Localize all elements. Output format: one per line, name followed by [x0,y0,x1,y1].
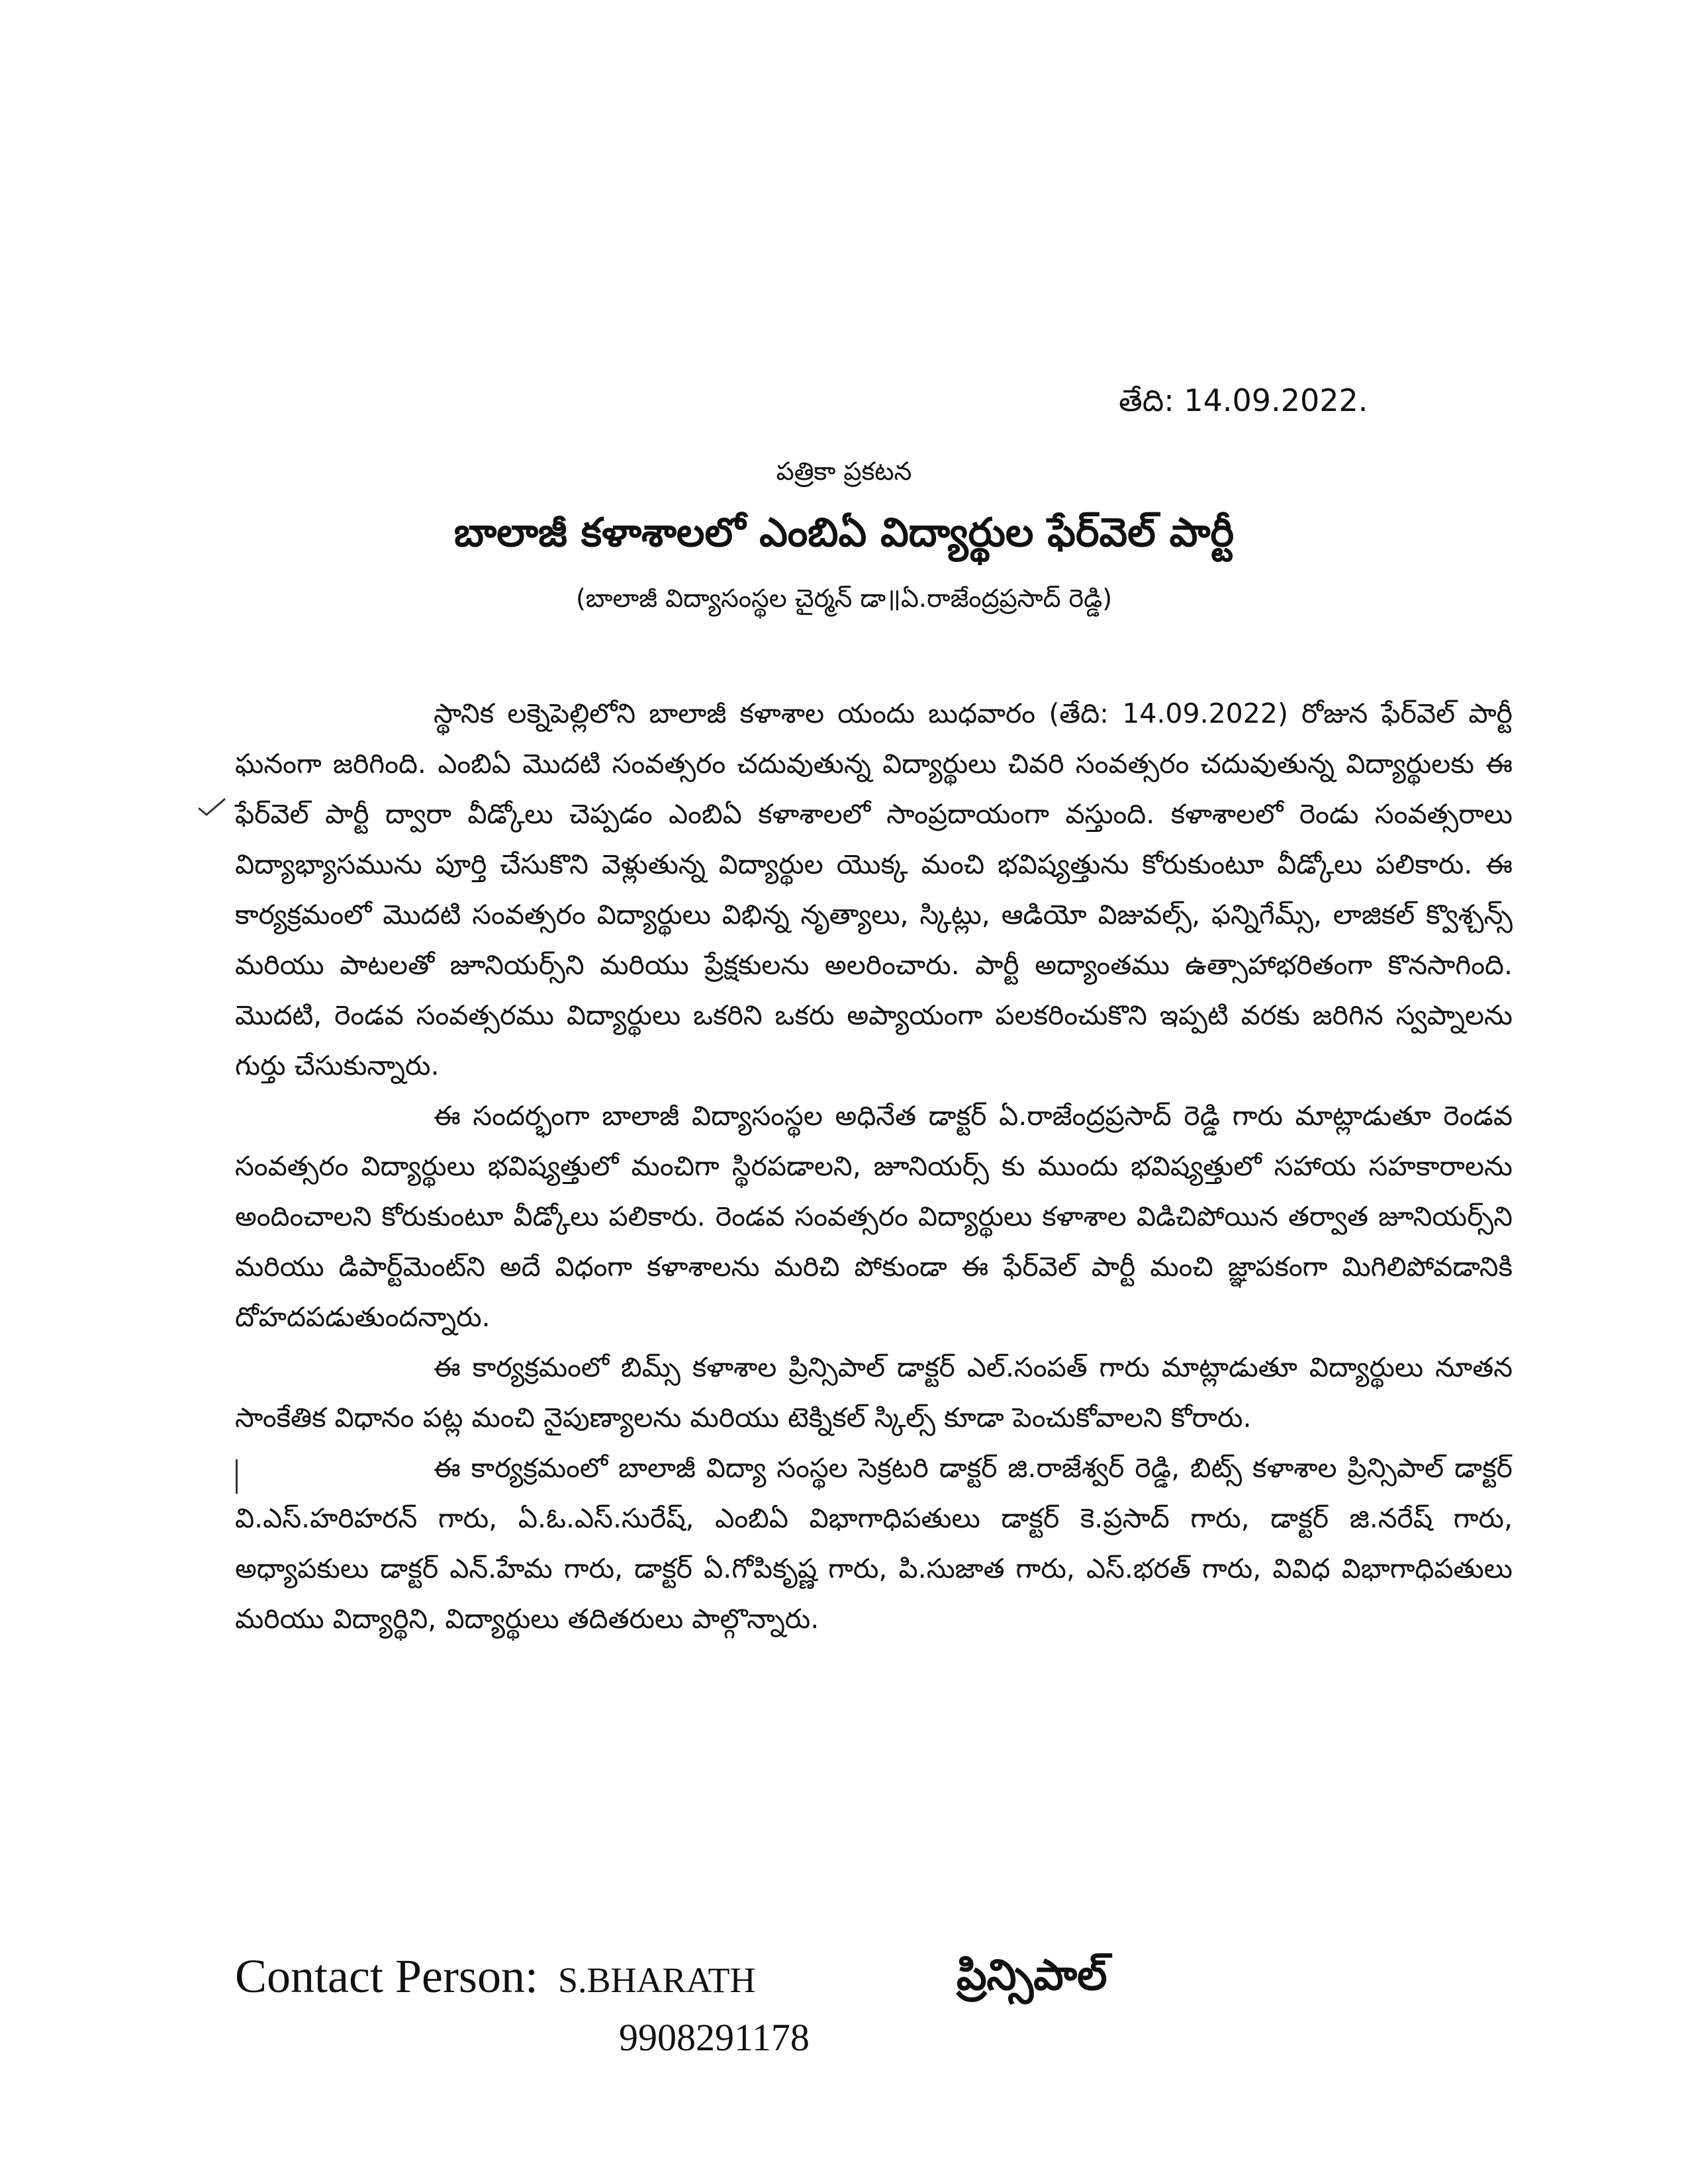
document-kind: పత్రికా ప్రకటన [776,457,912,486]
signature-principal: ప్రిన్సిపాల్ [957,1951,1107,2000]
headline: బాలాజీ కళాశాలలో ఎంబిఏ విద్యార్థుల ఫేర్‌వెల్ పార్టీ [453,510,1235,556]
subheadline: (బాలాజీ విద్యాసంస్థల చైర్మన్ డా॥ఏ.రాజేంద్రప్రసాద్ రెడ్డి) [575,584,1113,613]
paragraph-attendees: ఈ కార్యక్రమంలో బాలాజీ విద్యా సంస్థల సెక్రటరి డాక్టర్ జి.రాజేశ్వర్ రెడ్డి, బిట్స్ కళాశాల ప్రిన్సిపాల్ డాక్టర్ వి.ఎస్.హరిహరన్ గారు, ఏ.ఓ.ఎస్.సురేష్, ఎంబిఏ విభాగాధిపతులు డాక్టర్ కె.ప్రసాద్ గారు, డాక్టర్ జి.నరేష్ గారు, అధ్యాపకులు డాక్టర్ ఎన్.హేమ గారు, డాక్టర్ ఏ.గోపికృష్ణ గారు, పి.సుజాత గారు, ఎస్.భరత్ గారు, వివిధ విభాగాధిపతులు మరియు విద్యార్థిని, విద్యార్థులు తదితరులు పాల్గొన్నారు. [235,1452,1513,1635]
margin-check-mark [197,797,226,817]
contact-name: S.BHARATH [557,1960,756,2000]
contact-phone: 9908291178 [619,2016,810,2059]
contact-label: Contact Person: [235,1950,538,2003]
body-text [235,688,1513,1644]
paragraph-chairman: ఈ సందర్భంగా బాలాజీ విద్యాసంస్థల అధినేత డాక్టర్ ఏ.రాజేంద్రప్రసాద్ రెడ్డి గారు మాట్లాడుతూ రెండవ సంవత్సరం విద్యార్థులు భవిష్యత్తులో మంచిగా స్థిరపడాలని, జూనియర్స్ కు ముందు భవిష్యత్తులో సహాయ సహకారాలను అందించాలని కోరుకుంటూ వీడ్కోలు పలికారు. రెండవ సంవత్సరం విద్యార్థులు కళాశాల విడిచిపోయిన తర్వాత జూనియర్స్‌ని మరియు డిపార్ట్‌మెంట్‌ని అదే విధంగా కళాశాలను మరిచి పోకుండా ఈ ఫేర్‌వెల్ పార్టీ మంచి జ్ఞాపకంగా మిగిలిపోవడానికి దోహదపడుతుందన్నారు. [235,1100,1513,1333]
contact-person [235,1949,756,2004]
paragraph-intro: స్థానిక లక్నెపెల్లిలోని బాలాజీ కళాశాల యందు బుధవారం (తేది: 14.09.2022) రోజున ఫేర్‌వెల్ పార్టీ ఘనంగా జరిగింది. ఎంబిఏ మొదటి సంవత్సరం చదువుతున్న విద్యార్థులు చివరి సంవత్సరం చదువుతున్న విద్యార్థులకు ఈ ఫేర్‌వెల్ పార్టీ ద్వారా వీడ్కోలు చెప్పడం ఎంబిఏ కళాశాలలో సాంప్రదాయంగా వస్తుంది. కళాశాలలో రెండు సంవత్సరాలు విద్యాభ్యాసమును పూర్తి చేసుకొని వెళ్లుతున్న విద్యార్థుల యొక్క మంచి భవిష్యత్తును కోరుకుంటూ వీడ్కోలు పలికారు. ఈ కార్యక్రమంలో మొదటి సంవత్సరం విద్యార్థులు విభిన్న నృత్యాలు, స్కిట్లు, ఆడియో విజువల్స్, ఫన్నిగేమ్స్, లాజికల్ క్వొశ్చన్స్ మరియు పాటలతో జూనియర్స్‌ని మరియు ప్రేక్షకులను అలరించారు. పార్టీ అద్యాంతము ఉత్సాహాభరితంగా కొనసాగింది. మొదటి, రెండవ సంవత్సరము విద్యార్థులు ఒకరిని ఒకరు అప్యాయంగా పలకరించుకొని ఇప్పటి వరకు జరిగిన స్వప్నాలను గుర్తు చేసుకున్నారు. [235,698,1513,1081]
release-date: తేది: 14.09.2022. [1119,383,1368,418]
paragraph-principal: ఈ కార్యక్రమంలో బిమ్స్ కళాశాల ప్రిన్సిపాల్ డాక్టర్ ఎల్.సంపత్ గారు మాట్లాడుతూ విద్యార్థులు నూతన సాంకేతిక విధానం పట్ల మంచి నైపుణ్యాలను మరియు టెక్నికల్ స్కిల్స్ కూడా పెంచుకోవాలని కోరారు. [235,1351,1513,1433]
